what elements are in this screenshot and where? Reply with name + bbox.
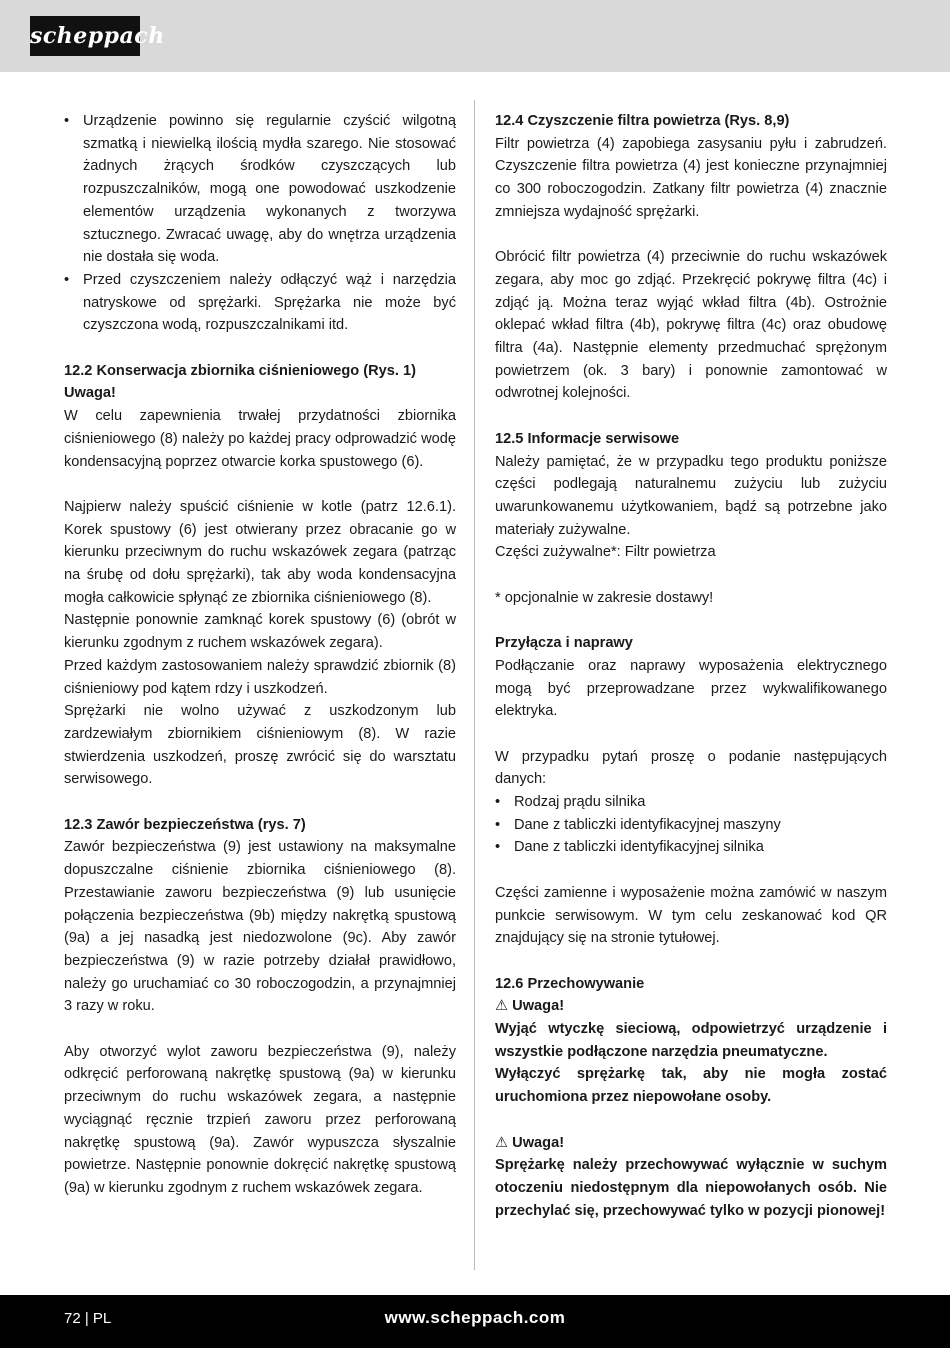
paragraph: * opcjonalnie w zakresie dostawy! bbox=[495, 589, 714, 606]
warning-label: Uwaga! bbox=[512, 998, 565, 1015]
connections-title: Przyłącza i naprawy bbox=[495, 635, 633, 652]
bold-paragraph: Sprężarkę należy przechowywać wyłącznie w suchym otoczeniu niedostępnym dla niepowołanych osób. Nie przechylać się, przechowywać tylko w pozycji pionowej! bbox=[495, 1157, 887, 1219]
paragraph: Części zużywalne*: Filtr powietrza bbox=[495, 544, 716, 561]
section-title-12-3: 12.3 Zawór bezpieczeństwa (rys. 7) bbox=[64, 816, 306, 833]
warning-triangle-icon: ⚠ bbox=[495, 998, 509, 1015]
list-item: • Przed czyszczeniem należy odłączyć wąż i narzędzia natryskowe od sprężarki. Sprężarka nie może być czyszczona wodą, rozpuszczalnikami itd. bbox=[64, 269, 456, 337]
scheppach-logo: scheppach bbox=[30, 16, 140, 56]
paragraph: Podłączanie oraz naprawy wyposażenia elektrycznego mogą być przeprowadzane przez wykwalifikowanego elektryka. bbox=[495, 657, 887, 720]
warning-line bbox=[495, 1132, 887, 1155]
section-title-12-5: 12.5 Informacje serwisowe bbox=[495, 430, 680, 447]
list-item: • Rodzaj prądu silnika bbox=[495, 791, 887, 814]
paragraph: Sprężarki nie wolno używać z uszkodzonym lub zardzewiałym zbiornikiem ciśnieniowym (8). W razie stwierdzenia uszkodzeń, proszę zwrócić się do warsztatu serwisowego. bbox=[64, 703, 456, 788]
left-column bbox=[64, 110, 456, 1200]
section-title-12-4: 12.4 Czyszczenie filtra powietrza (Rys. 8,9) bbox=[495, 113, 790, 129]
paragraph: Zawór bezpieczeństwa (9) jest ustawiony na maksymalne dopuszczalne ciśnienie zbiornika ciśnieniowego (8). Przestawianie zaworu bezpieczeństwa (9) lub usunięcie połączenia bezpieczeństwa (9b) między nakrętką spustową (9a) a jej nasadką jest niedozwolone (9c). Aby zawór bezpieczeństwa (9) w razie potrzeby działał prawidłowo, należy go uruchamiać co 30 roboczogodzin, a przynajmniej 3 razy w roku. bbox=[64, 839, 456, 1015]
paragraph: Obrócić filtr powietrza (4) przeciwnie do ruchu wskazówek zegara, aby moc go zdjąć. Przekręcić pokrywę filtra (4c) i zdjąć ją. Można teraz wyjąć wkład filtra (4b). Ostrożnie oklepać wkład filtra (4b), pokrywę filtra (4c) oraz obudowę filtra (4a). Następnie elementy przedmuchać sprężonym powietrzem (ok. 3 bary) i ponownie zamontować w odwrotnej kolejności. bbox=[495, 249, 887, 402]
section-title-12-6: 12.6 Przechowywanie bbox=[495, 975, 645, 992]
list-item: • Dane z tabliczki identyfikacyjnej silnika bbox=[495, 836, 887, 859]
cleaning-bullets bbox=[64, 110, 456, 337]
bold-paragraph: Wyłączyć sprężarkę tak, aby nie mogła zostać uruchomiona przez niepowołane osoby. bbox=[495, 1066, 887, 1106]
paragraph: Części zamienne i wyposażenie można zamówić w naszym punkcie serwisowym. W tym celu zeskanować kod QR znajdujący się na stronie tytułowej. bbox=[495, 884, 887, 947]
warning-triangle-icon: ⚠ bbox=[495, 1134, 509, 1151]
bold-paragraph: Wyjąć wtyczkę sieciową, odpowietrzyć urządzenie i wszystkie podłączone narzędzia pneumatyczne. bbox=[495, 1021, 887, 1060]
page-number: 72 | PL bbox=[64, 1310, 112, 1327]
warning-line bbox=[495, 995, 887, 1018]
warning-label: Uwaga! bbox=[512, 1134, 565, 1151]
paragraph: W przypadku pytań proszę o podanie następujących danych: bbox=[495, 748, 887, 788]
section-title-12-2: 12.2 Konserwacja zbiornika ciśnieniowego (Rys. 1) bbox=[64, 362, 416, 379]
right-column bbox=[495, 110, 887, 1222]
list-item: • Dane z tabliczki identyfikacyjnej maszyny bbox=[495, 814, 887, 837]
paragraph: Najpierw należy spuścić ciśnienie w kotle (patrz 12.6.1). Korek spustowy (6) jest otwierany przez obracanie go w kierunku przeciwnym do ruchu wskazówek zegara (patrząc na śrubę od dołu sprężarki), tak aby woda kondensacyjna mogła całkowicie spłynąć ze zbiornika ciśnieniowego (8). bbox=[64, 498, 456, 606]
list-item: • Urządzenie powinno się regularnie czyścić wilgotną szmatką i niewielką ilością mydła szarego. Nie stosować żadnych żrących środków czyszczących lub rozpuszczalników, mogą one powodować uszkodzenie elementów urządzenia wykonanych z tworzywa sztucznego. Zwracać uwagę, aby do wnętrza urządzenia nie dostała się woda. bbox=[64, 110, 456, 269]
warning-label: Uwaga! bbox=[64, 385, 116, 402]
column-divider bbox=[474, 100, 475, 1270]
page-header bbox=[0, 0, 950, 72]
paragraph: W celu zapewnienia trwałej przydatności zbiornika ciśnieniowego (8) należy po każdej pracy odprowadzić wodę kondensacyjną poprzez otwarcie korka spustowego (6). bbox=[64, 408, 456, 470]
paragraph: Przed każdym zastosowaniem należy sprawdzić zbiornik (8) ciśnieniowy pod kątem rdzy i uszkodzeń. bbox=[64, 657, 456, 697]
paragraph: Filtr powietrza (4) zapobiega zasysaniu pyłu i zabrudzeń. Czyszczenie filtra powietrza (4) jest konieczne przynajmniej co 300 roboczogodzin. Zatkany filtr powietrza (4) znacznie zmniejsza wydajność sprężarki. bbox=[495, 135, 887, 220]
paragraph: Następnie ponownie zamknąć korek spustowy (6) (obrót w kierunku zgodnym z ruchem wskazówek zegara). bbox=[64, 612, 456, 652]
paragraph: Aby otworzyć wylot zaworu bezpieczeństwa (9), należy odkręcić perforowaną nakrętkę spustową (9a) w kierunku przeciwnym do ruchu wskazówek zegara, a następnie wyciągnąć ręcznie trzpień zaworu przez perforowaną nakrętkę spustową (9a). Zawór wypuszcza słyszalnie powietrze. Następnie ponownie dokręcić nakrętkę spustową (9a) w kierunku zgodnym z ruchem wskazówek zegara. bbox=[64, 1043, 456, 1196]
page-footer bbox=[0, 1295, 950, 1348]
website-link[interactable]: www.scheppach.com bbox=[384, 1308, 566, 1327]
paragraph: Należy pamiętać, że w przypadku tego produktu poniższe części podlegają naturalnemu zużyciu lub zużyciu uwarunkowanemu użytkowaniem, bądź są potrzebne jako materiały zużywalne. bbox=[495, 453, 887, 538]
data-list bbox=[495, 791, 887, 859]
